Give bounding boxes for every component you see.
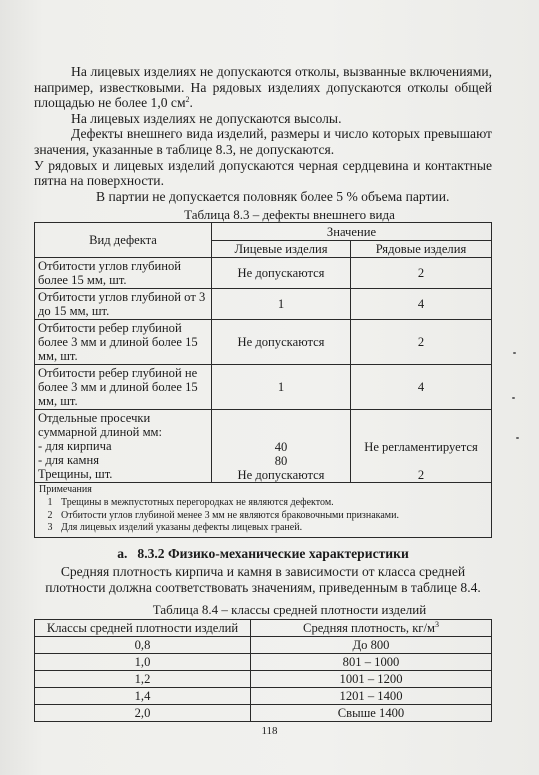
face-value-cell: 1 [212, 289, 351, 320]
class-cell: 1,0 [35, 654, 251, 671]
defect-cell: Отбитости углов глубиной более 15 мм, шт. [35, 258, 212, 289]
section-paragraph [34, 564, 492, 596]
section-paragraph-line-2: плотности должна соответствовать значениям, приведенным в таблице 8.4. [45, 580, 481, 595]
section-paragraph-line-1: Средняя плотность кирпича и камня в зависимости от класса средней [60, 564, 466, 579]
header-density-class: Классы средней плотности изделий [35, 620, 251, 637]
table-row [35, 654, 492, 671]
section-letter: а. [117, 546, 128, 561]
intro-paragraph-4: У рядовых и лицевых изделий допускаются черная сердцевина и контактные пятна на поверхности. [34, 157, 492, 189]
ordinary-value-cell: 4 [351, 289, 492, 320]
section-title-text: 8.3.2 Физико-механические характеристики [137, 546, 409, 561]
class-cell: 1,2 [35, 671, 251, 688]
header-ordinary-products: Рядовые изделия [351, 241, 492, 258]
header-value: Значение [212, 223, 492, 241]
header-density-text: Средняя плотность, кг/м [303, 621, 435, 635]
scan-speck [516, 437, 519, 439]
section-heading [34, 546, 492, 562]
intro-paragraph-5: В партии не допускается половняк более 5 % объема партии. [96, 188, 450, 204]
ordinary-value-cell-multiline [351, 410, 492, 483]
defect-cell: Отбитости ребер глубиной не более 3 мм и длиной более 15 мм, шт. [35, 365, 212, 410]
defect-cell: Отбитости углов глубиной от 3 до 15 мм, шт. [35, 289, 212, 320]
header-face-products: Лицевые изделия [212, 241, 351, 258]
header-defect-type: Вид дефекта [35, 223, 212, 258]
ordinary-line-2: Не регламентируется [364, 440, 478, 454]
intro-paragraph-1 [34, 64, 492, 111]
table-notes [35, 483, 492, 538]
note-number: 2 [47, 509, 53, 521]
face-line-2: 40 [274, 440, 288, 454]
table-8-3-caption [0, 208, 539, 222]
face-value-cell: Не допускаются [212, 258, 351, 289]
scan-speck [513, 352, 516, 354]
table-8-4-caption [0, 603, 539, 617]
note-item [39, 510, 487, 523]
table-row [35, 637, 492, 654]
table-row [35, 688, 492, 705]
table-row [35, 289, 492, 320]
table-row [35, 410, 492, 483]
header-density-superscript: 3 [434, 620, 439, 629]
face-line-3: 80 [274, 454, 288, 468]
table-row [35, 671, 492, 688]
table-8-4-caption-text: Таблица 8.4 – классы средней плотности изделий [152, 602, 427, 617]
table-row [35, 365, 492, 410]
note-number: 3 [47, 522, 53, 534]
density-cell: 1001 – 1200 [251, 671, 492, 688]
class-cell: 1,4 [35, 688, 251, 705]
defect-line-3: - для камня [38, 453, 99, 467]
table-row [35, 320, 492, 365]
intro-text [34, 64, 492, 204]
ordinary-line-4: 2 [417, 468, 425, 482]
ordinary-value-cell: 4 [351, 365, 492, 410]
header-average-density [251, 620, 492, 637]
class-cell: 0,8 [35, 637, 251, 654]
note-number: 1 [47, 496, 53, 508]
density-cell: Свыше 1400 [251, 705, 492, 722]
intro-paragraph-2: На лицевых изделиях не допускаются высолы. [71, 110, 342, 126]
scan-speck [512, 397, 515, 399]
note-text: Отбитости углов глубиной менее 3 мм не являются браковочными признаками. [61, 509, 399, 521]
table-row [35, 705, 492, 722]
page-number: 118 [261, 725, 278, 737]
table-8-4 [34, 619, 492, 722]
intro-p1-end: . [189, 95, 193, 111]
intro-paragraph-3: Дефекты внешнего вида изделий, размеры и число которых превышают значения, указанные в таблице 8.3, не допускаются. [34, 126, 492, 157]
defect-cell-multiline [35, 410, 212, 483]
table-notes-row [35, 483, 492, 538]
intro-p1-text: На лицевых изделиях не допускаются отколы, вызванные включениями, например, известковыми. На рядовых изделиях допускаются отколы общей площадью не более 1,0 см [34, 64, 492, 111]
note-text: Для лицевых изделий указаны дефекты лицевых граней. [61, 522, 303, 534]
face-value-cell-multiline [212, 410, 351, 483]
density-cell: До 800 [251, 637, 492, 654]
table-row [35, 258, 492, 289]
note-item [39, 497, 487, 510]
defect-line-1: Отдельные просечки суммарной длиной мм: [38, 411, 163, 439]
intro-p1-superscript: 2 [185, 95, 190, 105]
table-8-3 [34, 222, 492, 538]
note-text: Трещины в межпустотных перегородках не являются дефектом. [61, 496, 334, 508]
class-cell: 2,0 [35, 705, 251, 722]
density-cell: 801 – 1000 [251, 654, 492, 671]
defect-line-4: Трещины, шт. [38, 467, 113, 481]
face-value-cell: Не допускаются [212, 320, 351, 365]
ordinary-spacer [351, 454, 491, 468]
ordinary-value-cell: 2 [351, 320, 492, 365]
defect-line-2: - для кирпича [38, 439, 112, 453]
note-item [39, 522, 487, 535]
table-8-3-caption-text: Таблица 8.3 – дефекты внешнего вида [184, 207, 395, 222]
density-cell: 1201 – 1400 [251, 688, 492, 705]
face-value-cell: 1 [212, 365, 351, 410]
ordinary-value-cell: 2 [351, 258, 492, 289]
notes-title: Примечания [39, 484, 92, 495]
face-line-4: Не допускаются [237, 468, 325, 482]
defect-cell: Отбитости ребер глубиной более 3 мм и длиной более 15 мм, шт. [35, 320, 212, 365]
